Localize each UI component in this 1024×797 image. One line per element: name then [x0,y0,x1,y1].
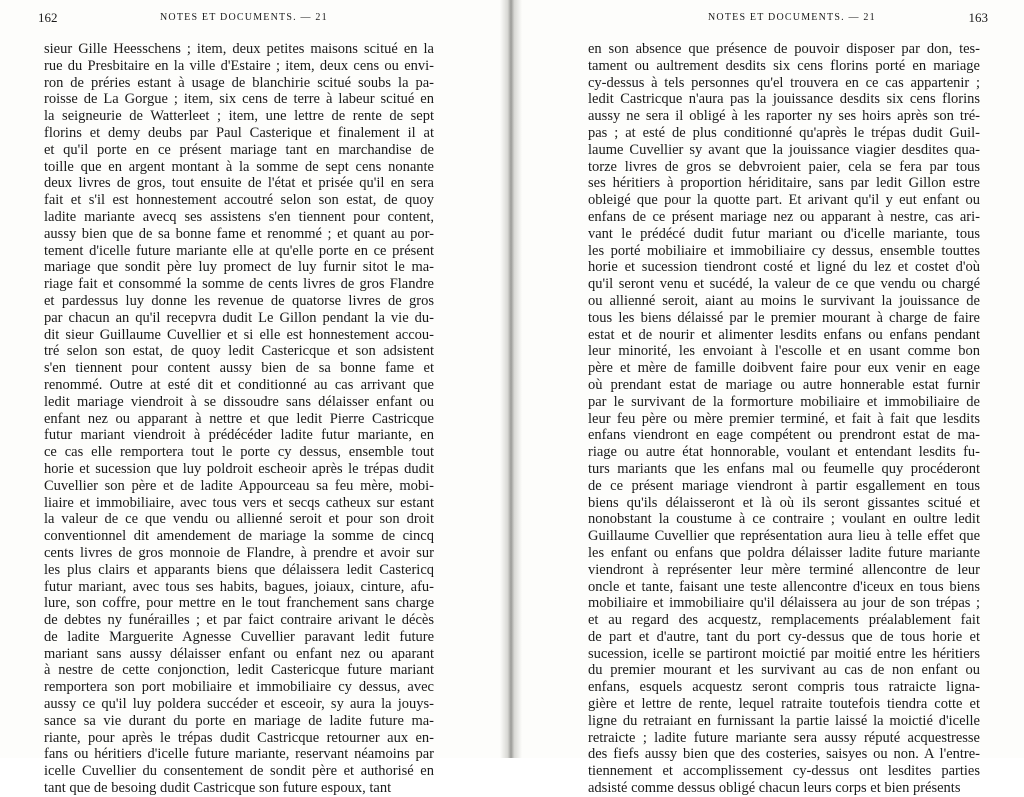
text-line: dit sieur Guillaume Cuvellier et si elle est honnestement accou- [44,326,434,343]
text-line: ligne du retraiant en furnissant la partie laissé la moictié d'icelle [588,712,980,729]
text-line: à nestre de cette conjonction, ledit Castericque future mariant [44,662,434,679]
text-line: sance sa vie durant du porte en mariage de ladite future ma- [44,712,434,729]
text-line: tement d'icelle future mariante elle at qu'elle porte en ce présent [44,242,434,259]
text-line: et qu'il porte en ce présent mariage tant en marchandise de [44,141,434,158]
right-running-head [518,12,1024,28]
right-page [518,0,1024,797]
text-line: enfans de ce présent mariage nez ou apparant à nestre, cas ari- [588,208,980,225]
text-line: viendront à représenter leur mère terminé allencontre de leur [588,561,980,578]
text-line: lure, son coffre, pour mettre en le tout franchement sans charge [44,595,434,612]
text-line: riage ou autre état honnorable, voulant et entendant lesdits fu- [588,444,980,461]
text-line: ses héritiers à proportion hériditaire, sans par ledit Gillon estre [588,175,980,192]
text-line: vant le prédécé dudit futur mariant ou d'icelle mariante, tous [588,225,980,242]
left-page-body [44,41,434,797]
text-line: et au regard des acquestz, remplacements préalablement fait [588,612,980,629]
right-page-body [588,41,980,797]
text-line: la valeur de ce que vendu ou allienné seroit et pour son droit [44,511,434,528]
text-line: et pardessus luy donne les revenue de quatorse livres de gros [44,292,434,309]
text-line: cy-dessus à tels personnes qu'el trouvera en ce cas appartenir ; [588,74,980,91]
text-line: tament ou aultrement desdits six cens florins porté en mariage [588,57,980,74]
text-line: des fiefs aussy bien que des costeries, saisyes ou non. A l'entre- [588,746,980,763]
text-line: oncle et tante, faisant une teste allencontre d'iceux en tous biens [588,578,980,595]
text-line: enfant nez ou apparant à nettre et que ledit Pierre Castricque [44,410,434,427]
text-line: ron de préries estant à usage de blanchirie scitué soubs la pa- [44,74,434,91]
text-line: fans ou héritiers d'icelle future mariante, reservant néamoins par [44,746,434,763]
text-line: les enfant ou enfans que poldra délaisser ladite future mariante [588,544,980,561]
text-line: fait et s'il est honnestement accoutré selon son estat, de quoy [44,192,434,209]
text-line: mariage que sondit père luy promect de luy furnir sitot le ma- [44,259,434,276]
text-line: tiennement et accomplissement cy-dessus ont lesdites parties [588,763,980,780]
text-line: nonobstant la coustume à ce contraire ; voulant en oultre ledit [588,511,980,528]
text-line: riage fait et consommé la somme de cents livres de gros Flandre [44,276,434,293]
text-line: aussy ce qu'il luy poldera succéder et esceoir, sy aura la jouys- [44,696,434,713]
text-line: ledit Castricque n'aura pas la jouissance desdits six cens florins [588,91,980,108]
text-line: roisse de La Gorgue ; item, six cens de terre à labeur scitué en [44,91,434,108]
text-line: de ce présent mariage viendront à partir esgallement en tous [588,477,980,494]
text-line: turs mariants que les enfans mal ou feumelle quy procéderont [588,460,980,477]
text-line: de ladite Marguerite Agnesse Cuvellier paravant ledit future [44,628,434,645]
text-line: cents livres de gros monnoie de Flandre, à prendre et avoir sur [44,544,434,561]
text-line: ledit mariage viendroit à se dissoudre sans délaisser enfant ou [44,393,434,410]
text-line: estat et de nourir et alimenter lesdits enfans ou enfans pendant [588,326,980,343]
left-page-number: 162 [38,10,58,25]
left-page [0,0,506,797]
text-line: florins et demy deubs par Paul Casterique et finalement il at [44,124,434,141]
text-line: horie et sucession tiendront costé et ligné du lez et costet d'où [588,259,980,276]
text-line: obleigé que pour la quotte part. Et arivant qu'il y eut enfant ou [588,192,980,209]
text-line: rue du Presbitaire en la ville d'Estaire ; item, deux cens ou envi- [44,57,434,74]
text-line: mariant sans aussy délaisser enfant ou enfant nez ou aparant [44,645,434,662]
text-line: du premier mourant et les survivant au cas de non enfant ou [588,662,980,679]
text-line: torze livres de gros se debvroient paier, cela se fera par tous [588,158,980,175]
text-line: enfans, esquels acquestz seront compris tous ratraicte ligna- [588,679,980,696]
text-line: gière et lettre de rente, lequel ratraite toutefois tiendra cotte et [588,696,980,713]
text-line: enfans viendront en eage compétent ou prendront estat de ma- [588,427,980,444]
text-line: par le survivant de la formorture mobiliaire et immobiliaire de [588,393,980,410]
text-line: en son absence que présence de pouvoir disposer par don, tes- [588,41,980,57]
text-line: de debtes ny funérailles ; et par faict contraire arivant le décès [44,612,434,629]
text-line: Cuvellier son père et de ladite Appourceau sa feu mère, mobi- [44,477,434,494]
text-line: tous les biens délaissé par le premier mourant à charge de faire [588,309,980,326]
text-line: futur mariant, avec tous ses habits, bagues, joiaux, cinture, afu- [44,578,434,595]
text-line: laume Cuvellier sy avant que la jouissance viagier desdites qua- [588,141,980,158]
text-line: icelle Cuvellier du consentement de sondit père et authorisé en [44,763,434,780]
text-line: père et mère de famille doibvent faire pour eux venir en eage [588,360,980,377]
text-line: par chacun an qu'il recepvra dudit Le Gillon pendant la vie du- [44,309,434,326]
text-line: futur mariant viendroit à prédécéder ladite futur mariante, en [44,427,434,444]
text-line: sieur Gille Heesschens ; item, deux petites maisons scitué en la [44,41,434,57]
text-line: où prendant estat de mariage ou autre honnerable estat furnir [588,376,980,393]
text-line: ou allienné seroit, aiant au moins le survivant la jouissance de [588,292,980,309]
text-line: ladite mariante avecq ses assistens s'en tiennent pour content, [44,208,434,225]
text-line: ce cas elle remportera tout le porte cy dessus, ensemble tout [44,444,434,461]
text-line: deux livres de gros, tout ensuite de l'état et prisée qu'il en sera [44,175,434,192]
right-page-number: 163 [968,10,988,25]
text-line: mobiliaire et immobiliaire qu'il délaissera au jour de son trépas ; [588,595,980,612]
text-line: de part et d'autre, tant du port cy-dessus que de tous horie et [588,628,980,645]
text-line: pas ; at esté de plus conditionné qu'après le trépas dudit Guil- [588,124,980,141]
text-line: Guillaume Cuvellier que représentation aura lieu à telle effet que [588,528,980,545]
text-line: qu'il seront venu et sucédé, la valeur de ce que vendu ou chargé [588,276,980,293]
text-line: toille que en argent montant à la somme de sept cens nonante [44,158,434,175]
text-line: s'en tiennent pour content aussy bien de sa bonne fame et [44,360,434,377]
text-line: biens qu'ils délaisseront et là où ils seront gissantes scitué et [588,494,980,511]
text-line: leur minorité, les envoiant à l'escolle et en usant comme bon [588,343,980,360]
text-line: aussy bien que de sa bonne fame et renommé ; et quant au por- [44,225,434,242]
text-line: retraicte ; ladite future mariante sera aussy réputé acquestresse [588,729,980,746]
text-line: liaire et immobiliaire, avec tous vers et secqs catheux sur estant [44,494,434,511]
left-running-head [0,12,506,28]
text-line: sucession, icelle se partiront moictié par moitié entre les héritiers [588,645,980,662]
right-running-title: NOTES ET DOCUMENTS. — 21 [708,12,876,23]
text-line: aussy ne sera il obligé à les raporter ny ses hoirs après son tré- [588,108,980,125]
text-line: les plus clairs et apparants biens que délaissera ledit Castericq [44,561,434,578]
text-line: tant que de besoing dudit Castricque son future espoux, tant [44,780,392,797]
text-line: adsisté comme dessus obligé chacun leurs corps et bien présents [588,780,961,797]
text-line: renommé. Outre at esté dit et conditionné au cas arrivant que [44,376,434,393]
left-running-title: NOTES ET DOCUMENTS. — 21 [160,12,328,23]
text-line: remportera son port mobiliaire et immobiliaire cy dessus, avec [44,679,434,696]
text-line: riante, pour après le trépas dudit Castricque retourner aux en- [44,729,434,746]
text-line: leur feu père ou mère premier terminé, et fait à fait que lesdits [588,410,980,427]
text-line: conventionnel dit amendement de mariage la somme de cincq [44,528,434,545]
text-line: les porté mobiliaire et immobiliaire cy dessus, ensemble touttes [588,242,980,259]
text-line: horie et sucession que luy poldroit escheoir après le trépas dudit [44,460,434,477]
text-line: la seigneurie de Watterleet ; item, une lettre de rente de sept [44,108,434,125]
text-line: tré selon son estat, de quoy ledit Castericque et son adsistent [44,343,434,360]
